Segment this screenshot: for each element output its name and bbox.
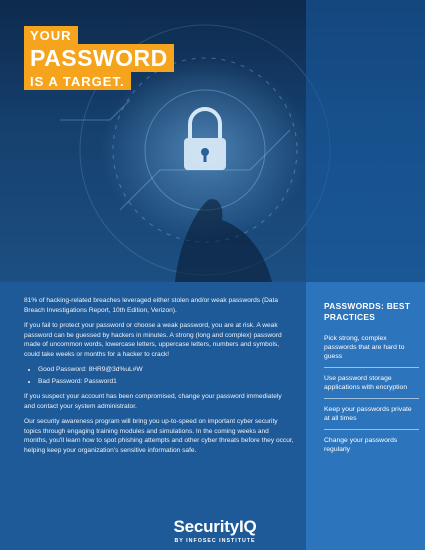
best-practices-list (324, 334, 419, 466)
logo-name: SecurityIQ (173, 517, 257, 536)
hand-silhouette (175, 199, 272, 282)
list-item: Use password storage applications with encryption (324, 374, 419, 399)
body-text (24, 296, 294, 461)
intro-paragraph: 81% of hacking-related breaches leveraged either stolen and/or weak passwords (Data Breach Investigations Report, 10th Edition, Verizon). (24, 297, 279, 314)
risk-paragraph: If you fail to protect your password or choose a weak password, you are at risk. A weak password can be guessed by hackers in minutes. A strong (long and complex) password made of uncommon words, lowercase letters, uppercase letters, numbers and symbols, could take weeks or months for a hacker to crack! (24, 322, 282, 358)
logo-tagline: BY INFOSEC INSTITUTE (174, 538, 256, 544)
main-content (0, 282, 306, 550)
headline-line-3: IS A TARGET. (24, 72, 131, 90)
password-examples (24, 365, 294, 386)
list-item: Change your passwords regularly (324, 437, 398, 453)
padlock-icon (184, 109, 226, 170)
bad-password-example: • Bad Password: Password1 (38, 377, 294, 387)
program-paragraph: Our security awareness program will bring you up-to-speed on important cyber security topics through engaging training modules and simulations. In the coming weeks and months, you'll learn how to spot phishing attempts and other cyber threats before they occur, helping keep your organization's sensitive information safe. (24, 418, 294, 454)
hero-sidebar-panel (306, 0, 425, 282)
headline-line-1: YOUR (24, 26, 78, 44)
compromised-paragraph: If you suspect your account has been compromised, change your password immediately and contact your system administrator. (24, 393, 282, 410)
headline-line-2: PASSWORD (24, 44, 174, 72)
headline (24, 26, 174, 90)
good-password-example: • Good Password: 8HR9@3d%uL#W (38, 365, 294, 375)
list-item: Pick strong, complex passwords that are hard to guess (324, 334, 419, 368)
list-item: Keep your passwords private at all times (324, 405, 419, 430)
sidebar-title: PASSWORDS: BEST PRACTICES (324, 301, 411, 322)
best-practices-sidebar (306, 282, 425, 550)
securityiq-logo (159, 518, 271, 544)
